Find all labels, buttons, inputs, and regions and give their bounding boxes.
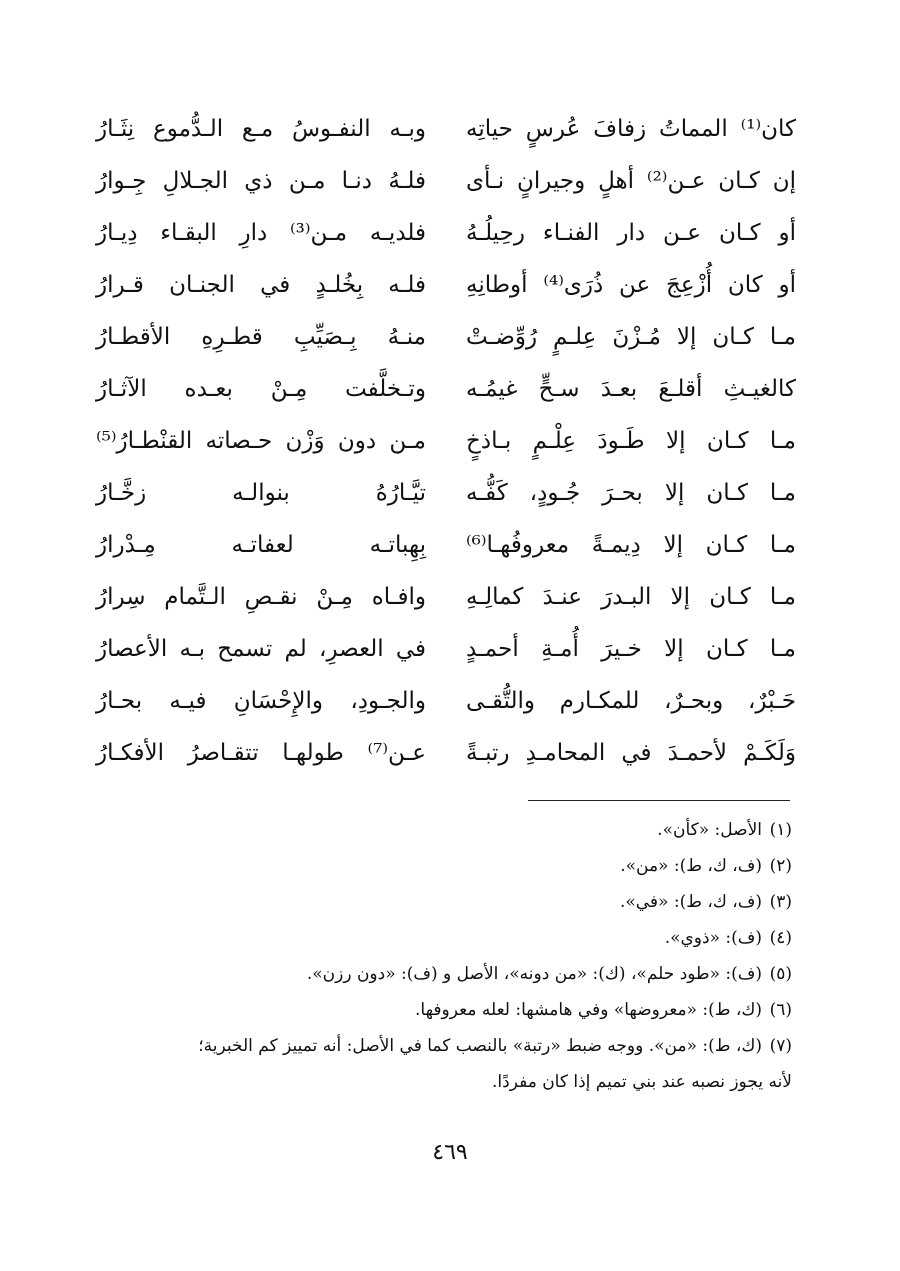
verse-line <box>96 416 796 467</box>
page-number: ٤٦٩ <box>432 1140 468 1165</box>
verse-second-hemistich: بِهِباتـه لعفاتـه مِـدْرارُ <box>96 532 426 558</box>
footnote <box>102 812 792 848</box>
verse-second-hemistich: منـهُ بِـصَيِّبِ قطـرِهِ الأقطـارُ <box>96 324 426 350</box>
footnote-text: (ف): «طود حلم»، (ك): «من دونه»، الأصل و (ف): «دون رزن». <box>306 964 762 984</box>
verse-second-hemistich: فلديـه مـن⁽³⁾ دارِ البقـاء دِيـارُ <box>96 220 426 246</box>
verse-line <box>96 676 796 727</box>
verse-line <box>96 572 796 623</box>
verse-second-hemistich: وتـخلَّفت مِـنْ بعـده الآثـارُ <box>96 376 426 402</box>
verse-first-hemistich: إن كـان عـن⁽²⁾ أهلٍ وجيرانٍ نـأى <box>466 168 797 194</box>
verse-line <box>96 728 796 779</box>
verse-second-hemistich: فلـهُ دنـا مـن ذي الجـلالِ جِـوارُ <box>96 168 426 194</box>
verse-first-hemistich: مـا كـان إلا مُـزْنَ عِلـمٍ رُوِّضـتْ <box>466 324 796 350</box>
verse-first-hemistich: حَـبْرٌ، وبحـرٌ، للمكـارم والتُّقـى <box>466 688 796 714</box>
verse-line <box>96 260 796 311</box>
footnote-number: (٧) <box>769 1036 792 1056</box>
verse-first-hemistich: أو كان أُزْعِجَ عن ذُرَى⁽⁴⁾ أوطانِهِ <box>466 272 796 298</box>
footnote-number: (٥) <box>769 964 792 984</box>
footnote-text: (ك، ط): «من». ووجه ضبط «رتبة» بالنصب كما في الأصل: أنه تمييز كم الخبرية؛ <box>198 1036 762 1056</box>
verse-first-hemistich: مـا كـان إلا البـدرَ عنـدَ كمالِـهِ <box>466 584 796 610</box>
verse-first-hemistich: مـا كـان إلا دِيمـةً معروفُهـا⁽⁶⁾ <box>466 532 796 558</box>
footnote <box>102 1028 792 1064</box>
verse-second-hemistich: فلـه بِخُلـدٍ في الجنـان قـرارُ <box>96 272 426 298</box>
footnotes <box>102 812 792 1100</box>
footnote-text: (ف، ك، ط): «في». <box>619 892 762 912</box>
footnote-number: (٤) <box>769 928 792 948</box>
verse-first-hemistich: مـا كـان إلا طَـودَ عِلْـمٍ بـاذخٍ <box>466 428 796 454</box>
verse-first-hemistich: وَلَكَـمْ لأحمـدَ في المحامـدِ رتبـةً <box>466 740 796 766</box>
verse-second-hemistich: في العصرِ، لم تسمح بـه الأعصارُ <box>96 636 426 662</box>
footnote-number: (٢) <box>769 856 792 876</box>
verse-first-hemistich: مـا كـان إلا بحـرَ جُـودٍ، كَفُّـه <box>466 480 796 506</box>
verse-line <box>96 312 796 363</box>
verse-line <box>96 468 796 519</box>
verse-second-hemistich: تيَّـارُهُ بنوالـه زخَّـارُ <box>96 480 426 506</box>
footnote-number: (١) <box>769 820 792 840</box>
verse-second-hemistich: والجـودِ، والإِحْسَانِ فيـه بحـارُ <box>96 688 426 714</box>
poem-block <box>96 104 796 784</box>
verse-line <box>96 364 796 415</box>
verse-second-hemistich: عـن⁽⁷⁾ طولهـا تتقـاصرُ الأفكـارُ <box>96 740 426 766</box>
verse-second-hemistich: وبـه النفـوسُ مـع الـدُّموع نِثَـارُ <box>96 116 426 142</box>
verse-line <box>96 624 796 675</box>
verse-first-hemistich: كان⁽¹⁾ المماتُ زفافَ عُرسٍ حياتِه <box>466 116 796 142</box>
footnote-continuation: لأنه يجوز نصبه عند بني تميم إذا كان مفردًا. <box>492 1072 792 1092</box>
footnote-number: (٦) <box>769 1000 792 1020</box>
verse-second-hemistich: مـن دون وَزْن حـصاته القنْطـارُ⁽⁵⁾ <box>96 428 426 454</box>
footnote <box>102 992 792 1028</box>
verse-line <box>96 520 796 571</box>
footnote-text: (ف): «ذوي». <box>664 928 762 948</box>
verse-first-hemistich: أو كـان عـن دار الفنـاء رحِيلُـهُ <box>466 220 796 246</box>
footnote <box>102 848 792 884</box>
footnote-text: الأصل: «كأن». <box>657 820 762 840</box>
verse-line <box>96 208 796 259</box>
verse-line <box>96 104 796 155</box>
footnote <box>102 920 792 956</box>
footnote-text: (ف، ك، ط): «من». <box>620 856 762 876</box>
verse-line <box>96 156 796 207</box>
footnote <box>102 956 792 992</box>
verse-first-hemistich: مـا كـان إلا خـيرَ أُمـةِ أحمـدٍ <box>466 636 796 662</box>
verse-second-hemistich: وافـاه مِـنْ نقـصِ الـتَّمام سِرارُ <box>96 584 426 610</box>
verse-first-hemistich: كالغيـثِ أقلـعَ بعـدَ سـحٍّ غيمُـه <box>466 376 796 402</box>
footnote-number: (٣) <box>769 892 792 912</box>
footnote <box>102 884 792 920</box>
footnote-divider <box>528 800 790 801</box>
footnote-text: (ك، ط): «معروضها» وفي هامشها: لعله معروفها. <box>414 1000 762 1020</box>
